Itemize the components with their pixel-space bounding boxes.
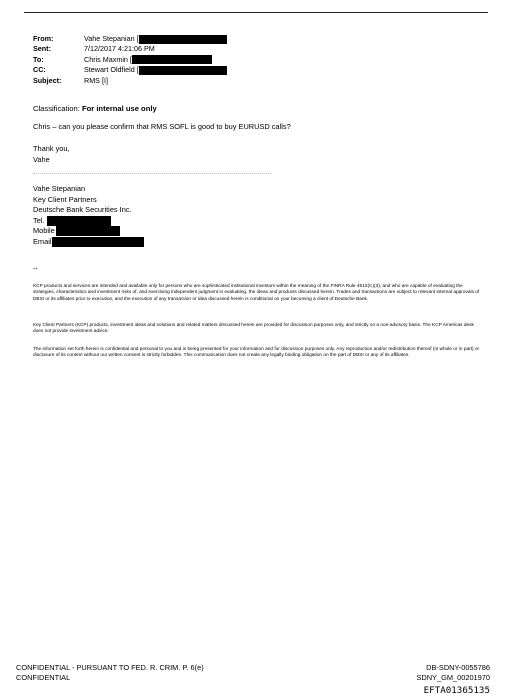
top-rule — [24, 12, 488, 13]
to-label: To: — [33, 54, 44, 64]
redaction-block — [132, 55, 212, 64]
disclaimer-paragraph-3: The information set forth herein is confidential and personal to you and is being presented for your information and for discussion purposes only. Any reproduction and/or redistribution thereof (in whole or in part) or disclosure of its content without our written consent is strictly forbidden. This communication does not create any legally binding obligation on the part of DBSI or any of its affiliates. — [33, 347, 480, 359]
classification-label: Classification: — [33, 104, 80, 113]
classification-value: For internal use only — [81, 104, 157, 113]
redaction-block — [56, 226, 120, 236]
footer-right — [416, 663, 490, 683]
signature-company: Deutsche Bank Securities Inc. — [33, 205, 132, 215]
email-label: Email — [33, 236, 52, 246]
subject-value: RMS [I] — [84, 75, 108, 85]
signature-name: Vahe Stepanian — [33, 184, 86, 193]
disclaimer-paragraph-2: Key Client Partners (KCP) products, investment ideas and solutions and related matters discussed herein are provided for discussion purposes only, and strictly on a non-advisory basis. The KCP Americas desk does not provide investment advice. — [33, 323, 474, 335]
bates-number: EFTA01365135 — [423, 685, 490, 696]
tel-label: Tel. — [33, 215, 45, 225]
message-closing-block — [33, 144, 70, 165]
from-label: From: — [33, 34, 54, 43]
message-signoff-name: Vahe — [33, 154, 50, 164]
signature-separator — [33, 173, 271, 174]
signature-email — [33, 237, 144, 248]
from-value — [84, 34, 227, 44]
signature-mobile — [33, 226, 144, 237]
separator-dashes: -- — [33, 266, 38, 273]
footer-doc-id: DB-SDNY-0055786 — [426, 663, 490, 672]
sent-value: 7/12/2017 4:21:06 PM — [84, 44, 155, 54]
cc-value — [84, 65, 227, 75]
disclaimer-paragraph-1: KCP products and services are intended and available only for persons who are sophisticated institutional investors within the meaning of the FINRA Rule 4512(C)(3), and who are capable of evaluating the strategies, characteristics and investment risks of, and exercising independent judgment in evaluating, the ideas and products discussed herein. Trades and transactions are subject to relevant internal approvals of DBSI or its affiliates prior to execution, and the execution of any transaction or idea discussed herein is conditional on your becoming a client of Deutsche Bank. — [33, 284, 480, 302]
from-text: Vahe Stepanian [ — [84, 34, 139, 43]
classification-line — [33, 104, 157, 113]
redaction-block — [139, 66, 227, 75]
mobile-label: Mobile — [33, 226, 55, 236]
message-line: Chris – can you please confirm that RMS SOFL is good to buy EURUSD calls? — [33, 122, 291, 131]
to-value — [84, 55, 212, 65]
footer-sdny-id: SDNY_GM_00201970 — [416, 673, 490, 682]
footer-left — [16, 663, 204, 683]
signature-team: Key Client Partners — [33, 194, 97, 204]
cc-text: Stewart Oldfield [ — [84, 65, 139, 75]
to-text: Chris Maxmin [ — [84, 54, 132, 64]
message-closing: Thank you, — [33, 144, 70, 153]
footer-confidential-notice: CONFIDENTIAL - PURSUANT TO FED. R. CRIM. P. 6(e) — [16, 663, 204, 672]
signature-block — [33, 184, 144, 248]
redaction-block — [139, 35, 227, 44]
sent-label: Sent: — [33, 44, 51, 54]
footer-confidential: CONFIDENTIAL — [16, 673, 71, 682]
redaction-block — [47, 216, 111, 226]
signature-tel — [33, 216, 144, 227]
redaction-block — [52, 237, 144, 247]
subject-label: Subject: — [33, 75, 62, 85]
message-body — [33, 122, 291, 133]
cc-label: CC: — [33, 65, 46, 75]
